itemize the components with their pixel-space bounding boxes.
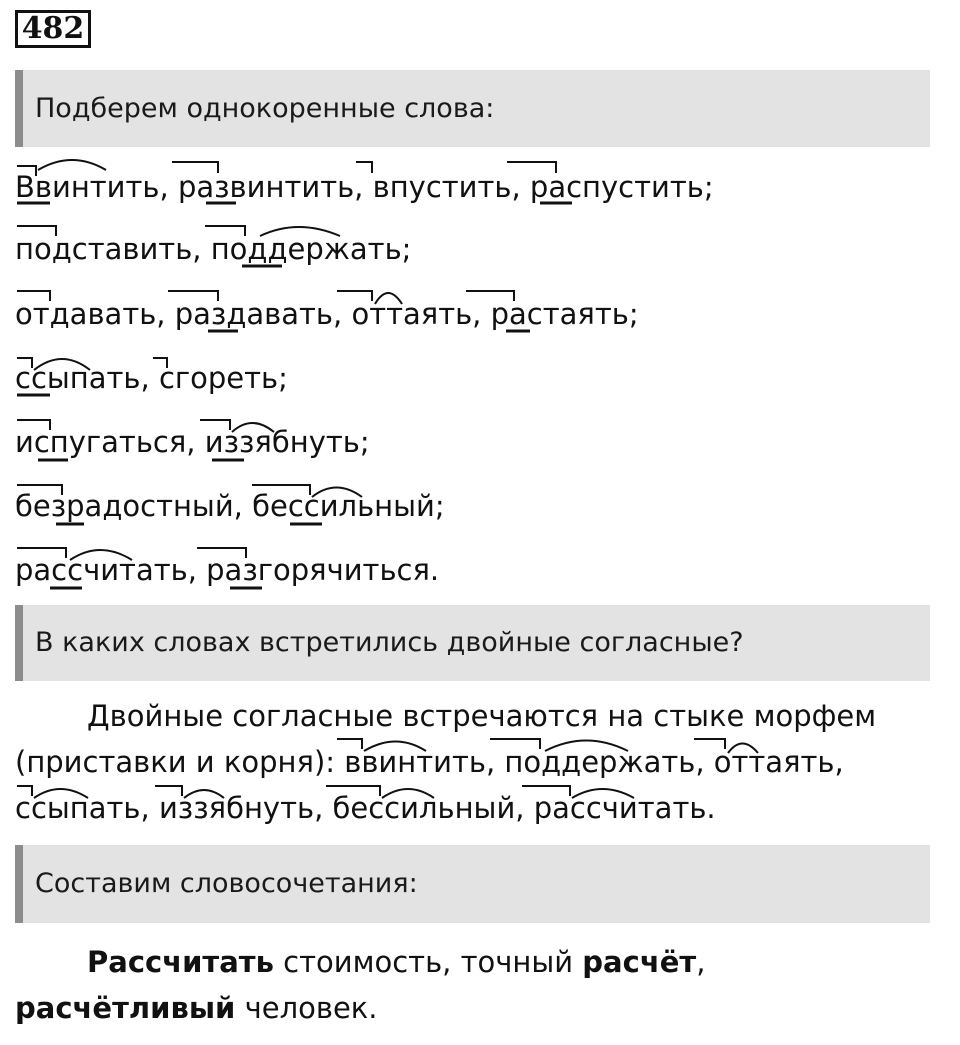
word-line-1: Ввинтить, развинтить, впустить, распустить; <box>15 170 714 204</box>
section-header-double-consonants: В каких словах встретились двойные согласные? <box>15 605 930 681</box>
phrase-word-1: Рассчитать <box>87 945 274 979</box>
word-line-5: испугаться, иззябнуть; <box>15 425 370 459</box>
phrase-word-2: расчёт <box>582 945 697 979</box>
word-line-6: безрадостный, бессильный; <box>15 489 445 523</box>
word-line-3: отдавать, раздавать, оттаять, растаять; <box>15 297 639 331</box>
exercise-number: 482 <box>15 10 91 48</box>
double-consonants-answer: Двойные согласные встречаются на стыке морфем (приставки и корня): ввинтить, поддержать, оттаять, ссыпать, иззябнуть, бессильный, рассчитать. <box>15 699 877 825</box>
word-line-2: подставить, поддержать; <box>15 232 412 266</box>
phrase-word-3: расчётливый <box>15 991 236 1025</box>
section-header-phrases: Составим словосочетания: <box>15 845 930 923</box>
word-line-7: рассчитать, разгорячиться. <box>15 553 440 587</box>
phrase-text-1: стоимость, точный <box>273 945 583 979</box>
phrase-text-2: , <box>696 945 706 979</box>
phrases-paragraph <box>15 939 930 1031</box>
word-line-4: ссыпать, сгореть; <box>15 361 288 395</box>
phrase-text-3: человек. <box>235 991 378 1025</box>
section-header-find-words: Подберем однокоренные слова: <box>15 70 930 147</box>
